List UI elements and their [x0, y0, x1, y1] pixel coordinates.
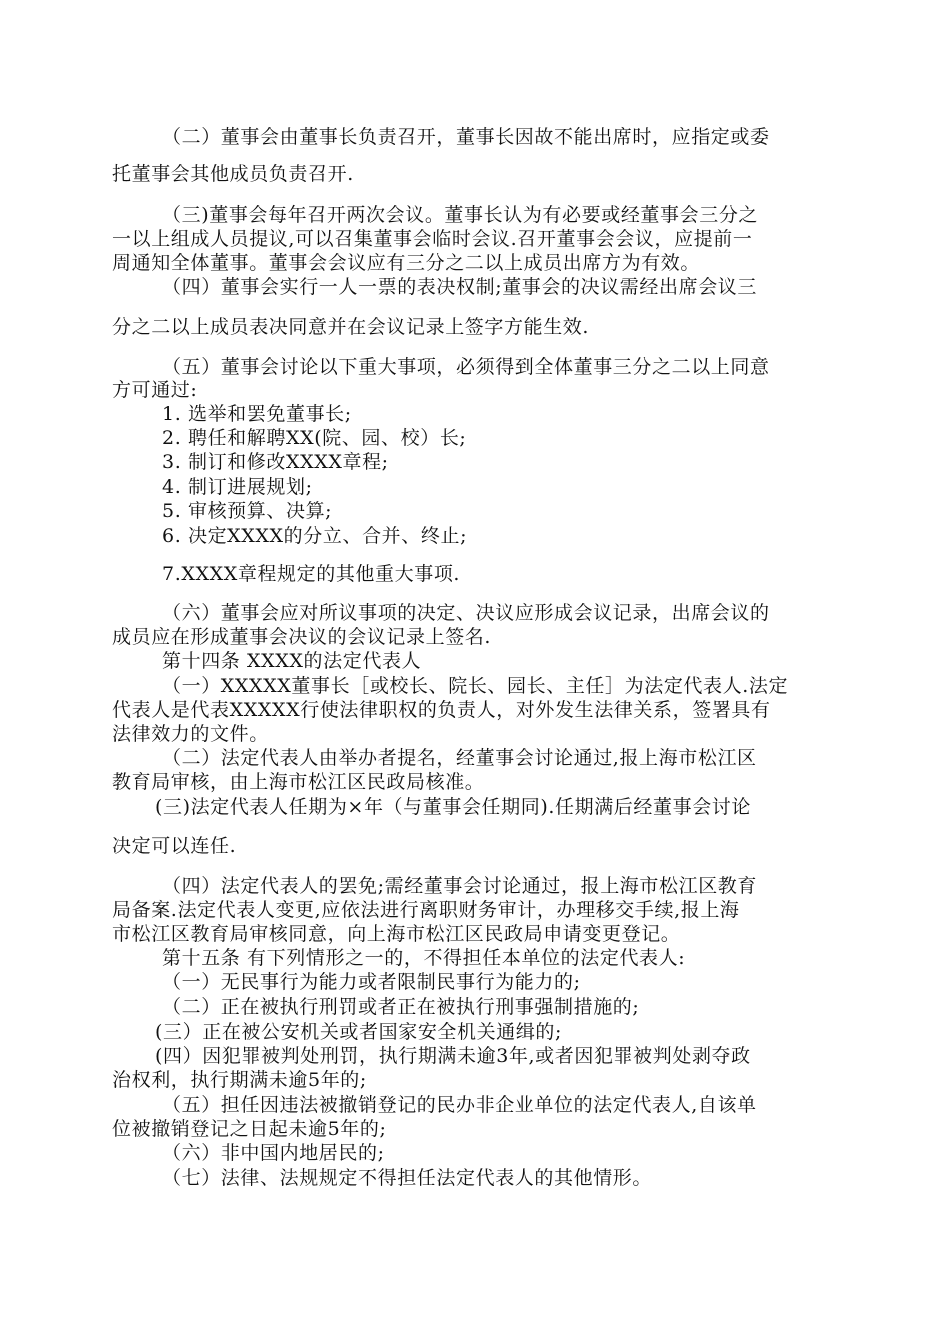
text-line: （二）正在被执行刑罚或者正在被执行刑事强制措施的;	[162, 996, 640, 1018]
text-line: 决定可以连任.	[112, 835, 237, 857]
text-line: 代表人是代表XXXXX行使法律职权的负责人，对外发生法律关系，签署具有	[112, 699, 771, 721]
text-line: （四）法定代表人的罢免;需经董事会讨论通过，报上海市松江区教育	[162, 875, 758, 897]
text-line: （六）董事会应对所议事项的决定、决议应形成会议记录，出席会议的	[162, 602, 770, 624]
list-item: 2. 聘任和解聘XX(院、园、校）长;	[162, 427, 467, 449]
text-line: （三)董事会每年召开两次会议。董事长认为有必要或经董事会三分之	[162, 204, 759, 226]
text-line: （一）无民事行为能力或者限制民事行为能力的;	[162, 971, 581, 993]
text-line: 托董事会其他成员负责召开.	[112, 163, 354, 185]
article-heading: 第十四条 XXXX的法定代表人	[162, 650, 422, 672]
text-line: (四）因犯罪被判处刑罚，执行期满未逾3年,或者因犯罪被判处剥夺政	[155, 1045, 751, 1067]
text-line: 市松江区教育局审核同意，向上海市松江区民政局申请变更登记。	[112, 923, 681, 945]
list-item: 4. 制订进展规划;	[162, 476, 313, 498]
text-line: （七）法律、法规规定不得担任法定代表人的其他情形。	[162, 1167, 653, 1189]
text-line: （五）董事会讨论以下重大事项，必须得到全体董事三分之二以上同意	[162, 356, 770, 378]
text-line: （二）法定代表人由举办者提名，经董事会讨论通过,报上海市松江区	[162, 747, 757, 769]
text-line: 局备案.法定代表人变更,应依法进行离职财务审计，办理移交手续,报上海	[112, 899, 740, 921]
text-line: 周通知全体董事。董事会会议应有三分之二以上成员出席方为有效。	[112, 252, 701, 274]
text-line: (三)法定代表人任期为×年（与董事会任期同).任期满后经董事会讨论	[155, 796, 751, 818]
text-line: 成员应在形成董事会决议的会议记录上签名.	[112, 626, 492, 648]
text-line: （二）董事会由董事长负责召开，董事长因故不能出席时，应指定或委	[162, 126, 770, 148]
text-line: （四）董事会实行一人一票的表决权制;董事会的决议需经出席会议三	[162, 276, 758, 298]
list-item: 3. 制订和修改XXXX章程;	[162, 451, 389, 473]
text-line: 位被撤销登记之日起未逾5年的;	[112, 1118, 387, 1140]
text-line: （六）非中国内地居民的;	[162, 1142, 385, 1164]
list-item: 6. 决定XXXX的分立、合并、终止;	[162, 525, 468, 547]
text-line: （一）XXXXX董事长［或校长、院长、园长、主任］为法定代表人.法定	[162, 675, 789, 697]
text-line: 分之二以上成员表决同意并在会议记录上签字方能生效.	[112, 316, 590, 338]
text-line: (三）正在被公安机关或者国家安全机关通缉的;	[155, 1021, 563, 1043]
list-item: 1. 选举和罢免董事长;	[162, 403, 352, 425]
list-item: 5. 审核预算、决算;	[162, 500, 333, 522]
text-line: 方可通过:	[112, 379, 198, 401]
text-line: 治权利，执行期满未逾5年的;	[112, 1069, 367, 1091]
text-line: 法律效力的文件。	[112, 723, 269, 745]
text-line: 教育局审核，由上海市松江区民政局核准。	[112, 771, 485, 793]
text-line: （五）担任因违法被撤销登记的民办非企业单位的法定代表人,自该单	[162, 1094, 757, 1116]
article-heading: 第十五条 有下列情形之一的，不得担任本单位的法定代表人:	[162, 947, 686, 969]
text-line: 一以上组成人员提议,可以召集董事会临时会议.召开董事会会议，应提前一	[112, 228, 753, 250]
list-item: 7.XXXX章程规定的其他重大事项.	[162, 563, 461, 585]
